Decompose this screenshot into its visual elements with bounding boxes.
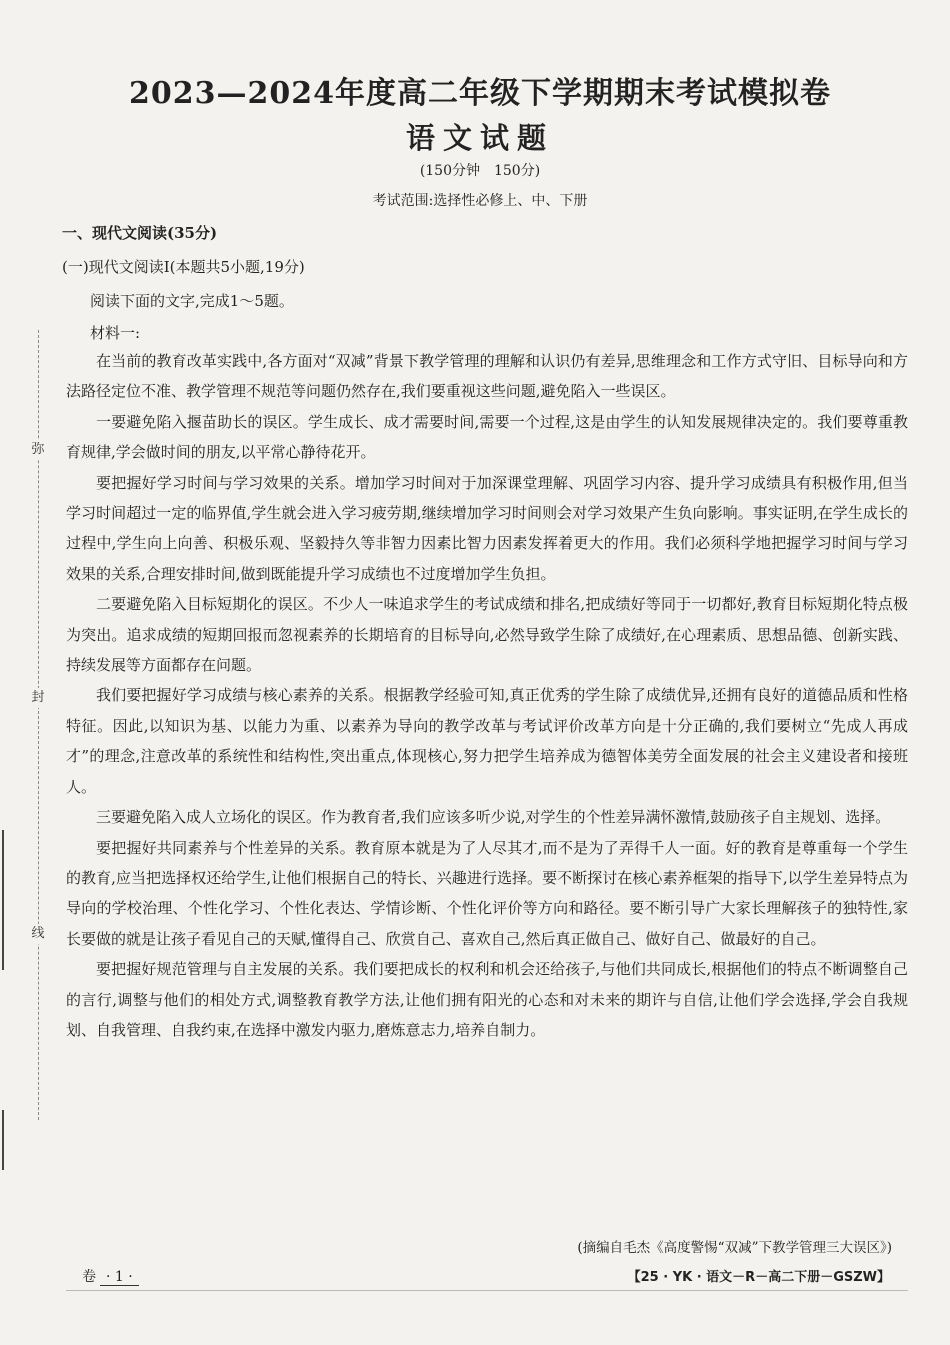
paragraph: 要把握好学习时间与学习效果的关系。增加学习时间对于加深课堂理解、巩固学习内容、提升学习成绩具有积极作用,但当学习时间超过一定的临界值,学生就会进入学习疲劳期,继续增加学习时间则会对学习效果产生负向影响。事实证明,在学生成长的过程中,学生向上向善、积极乐观、坚毅持久等非智力因素比智力因素发挥着更大的作用。我们必须科学地把握学习时间与学习效果的关系,合理安排时间,做到既能提升学习成绩也不过度增加学生负担。 (66, 473, 908, 583)
paragraph: 一要避免陷入揠苗助长的误区。学生成长、成才需要时间,需要一个过程,这是由学生的认知发展规律决定的。我们要尊重教育规律,学会做时间的朋友,以平常心静待花开。 (66, 412, 908, 462)
binding-edge-mark (2, 1110, 16, 1170)
exam-subject: 语文试题 (405, 121, 554, 155)
material-label: 材料一: (90, 324, 141, 342)
page-number-value: · 1 · (100, 1269, 139, 1286)
reading-instruction: 阅读下面的文字,完成1～5题。 (90, 292, 294, 310)
paragraph: 三要避免陷入成人立场化的误区。作为教育者,我们应该多听少说,对学生的个性差异满怀激情,鼓励孩子自主规划、选择。 (96, 808, 891, 827)
paragraph: 要把握好共同素养与个性差异的关系。教育原本就是为了人尽其才,而不是为了弄得千人一面。好的教育是尊重每一个学生的教育,应当把选择权还给学生,让他们根据自己的特长、兴趣进行选择。要不断探讨在核心素养框架的指导下,以学生差异特点为导向的学校治理、个性化学习、个性化表达、学情诊断、个性化评价等方向和路径。要不断引导广大家长理解孩子的独特性,家长要做的就是让孩子看见自己的天赋,懂得自己、欣赏自己、喜欢自己,然后真正做自己、做好自己、做最好的自己。 (66, 838, 908, 948)
reading-passage (66, 346, 908, 1045)
exam-scope: 考试范围:选择性必修上、中、下册 (372, 193, 588, 209)
binding-char-xian: 线 (28, 924, 48, 944)
subsection-heading: (一)现代文阅读Ⅰ(本题共5小题,19分) (62, 258, 305, 276)
binding-char-feng: 封 (28, 688, 48, 708)
section-heading: 一、现代文阅读(35分) (62, 224, 218, 242)
paragraph: 在当前的教育改革实践中,各方面对“双减”背景下教学管理的理解和认识仍有差异,思维理念和工作方式守旧、目标导向和方法路径定位不准、教学管理不规范等问题仍然存在,我们要重视这些问题,避免陷入一些误区。 (66, 352, 908, 401)
binding-edge-mark (2, 830, 16, 970)
exam-code: 【25 · YK · 语文－R－高二下册－GSZW】 (627, 1270, 890, 1285)
time-score: (150分钟 150分) (419, 163, 541, 179)
paragraph: 我们要把握好学习成绩与核心素养的关系。根据教学经验可知,真正优秀的学生除了成绩优异,还拥有良好的道德品质和性格特征。因此,以知识为基、以能力为重、以素养为导向的教学改革与考试评价改革方向是十分正确的,我们要树立“先成人再成才”的理念,注意改革的系统性和结构性,突出重点,体现核心,努力把学生培养成为德智体美劳全面发展的社会主义建设者和接班人。 (66, 686, 908, 796)
exam-title: 2023—2024年度高二年级下学期期末考试模拟卷 (129, 76, 831, 111)
page-number (82, 1266, 139, 1286)
source-citation: (摘编自毛杰《高度警惕“双减”下教学管理三大误区》) (577, 1240, 892, 1256)
footer-label: 卷 (82, 1269, 96, 1285)
paragraph: 要把握好规范管理与自主发展的关系。我们要把成长的权利和机会还给孩子,与他们共同成长,根据他们的特点不断调整自己的言行,调整与他们的相处方式,调整教育教学方法,让他们拥有阳光的心态和对未来的期许与自信,让他们学会选择,学会自我规划、自我管理、自我约束,在选择中激发内驱力,磨炼意志力,培养自制力。 (66, 960, 908, 1039)
binding-char-mi: 弥 (28, 440, 48, 460)
paragraph: 二要避免陷入目标短期化的误区。不少人一味追求学生的考试成绩和排名,把成绩好等同于一切都好,教育目标短期化特点极为突出。追求成绩的短期回报而忽视素养的长期培育的目标导向,必然导致学生除了成绩好,在心理素质、思想品德、创新实践、持续发展等方面都存在问题。 (66, 595, 908, 675)
footer-divider (66, 1290, 908, 1291)
